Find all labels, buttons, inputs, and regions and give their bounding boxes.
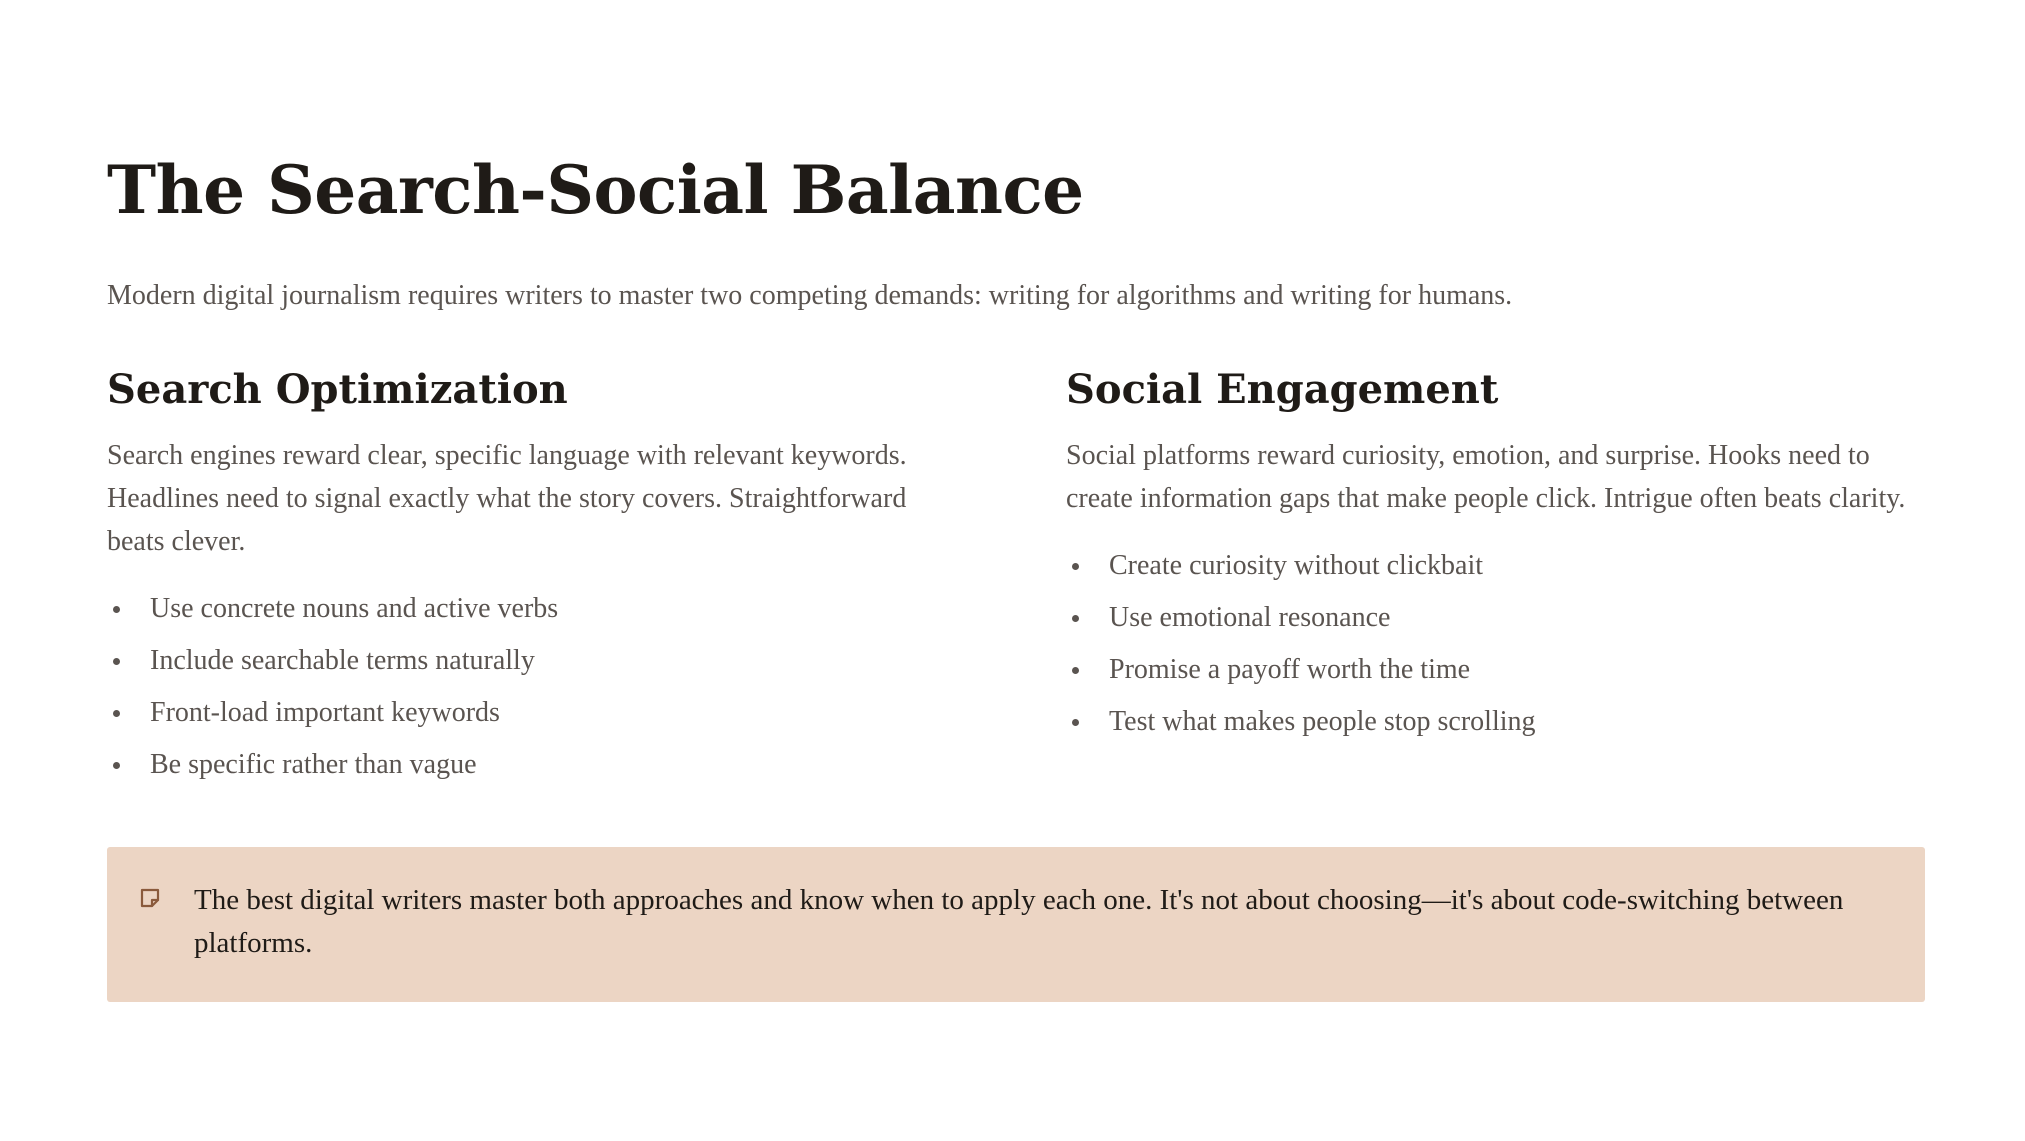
list-item bbox=[1066, 592, 1925, 644]
two-column-section bbox=[107, 364, 1925, 791]
social-engagement-list bbox=[1066, 540, 1925, 748]
list-item-text: Be specific rather than vague bbox=[150, 749, 477, 780]
list-item bbox=[1066, 644, 1925, 696]
search-optimization-list bbox=[107, 583, 966, 791]
list-item-text: Include searchable terms naturally bbox=[150, 645, 535, 676]
note-icon bbox=[138, 886, 162, 910]
social-engagement-body: Social platforms reward curiosity, emotion, and surprise. Hooks need to create information gaps that make people click. Intrigue often beats clarity. bbox=[1066, 440, 1906, 514]
callout-box bbox=[107, 847, 1925, 1002]
list-item bbox=[1066, 540, 1925, 592]
list-item bbox=[107, 635, 966, 687]
list-item bbox=[107, 687, 966, 739]
list-item-text: Use emotional resonance bbox=[1109, 602, 1391, 633]
bullet-icon bbox=[1072, 563, 1079, 570]
intro-paragraph: Modern digital journalism requires writers to master two competing demands: writing for algorithms and writing for humans. bbox=[107, 280, 1513, 311]
page-content bbox=[107, 150, 1925, 791]
callout-text: The best digital writers master both approaches and know when to apply each one. It's not about choosing—it's about code-switching between platforms. bbox=[194, 884, 1844, 959]
search-optimization-body: Search engines reward clear, specific language with relevant keywords. Headlines need to signal exactly what the story covers. Straightforward beats clever. bbox=[107, 440, 907, 557]
bullet-icon bbox=[1072, 719, 1079, 726]
list-item-text: Promise a payoff worth the time bbox=[1109, 654, 1471, 685]
list-item bbox=[107, 583, 966, 635]
list-item bbox=[107, 739, 966, 791]
search-optimization-column bbox=[107, 364, 966, 791]
bullet-icon bbox=[113, 762, 120, 769]
bullet-icon bbox=[113, 606, 120, 613]
bullet-icon bbox=[113, 658, 120, 665]
social-engagement-heading: Social Engagement bbox=[1066, 366, 1499, 413]
list-item-text: Create curiosity without clickbait bbox=[1109, 550, 1484, 581]
list-item-text: Use concrete nouns and active verbs bbox=[150, 593, 559, 624]
list-item-text: Front-load important keywords bbox=[150, 697, 500, 728]
search-optimization-heading: Search Optimization bbox=[107, 366, 568, 413]
bullet-icon bbox=[1072, 667, 1079, 674]
bullet-icon bbox=[113, 710, 120, 717]
list-item-text: Test what makes people stop scrolling bbox=[1109, 706, 1536, 737]
bullet-icon bbox=[1072, 615, 1079, 622]
page-title: The Search-Social Balance bbox=[107, 151, 1084, 229]
social-engagement-column bbox=[1066, 364, 1925, 791]
list-item bbox=[1066, 696, 1925, 748]
